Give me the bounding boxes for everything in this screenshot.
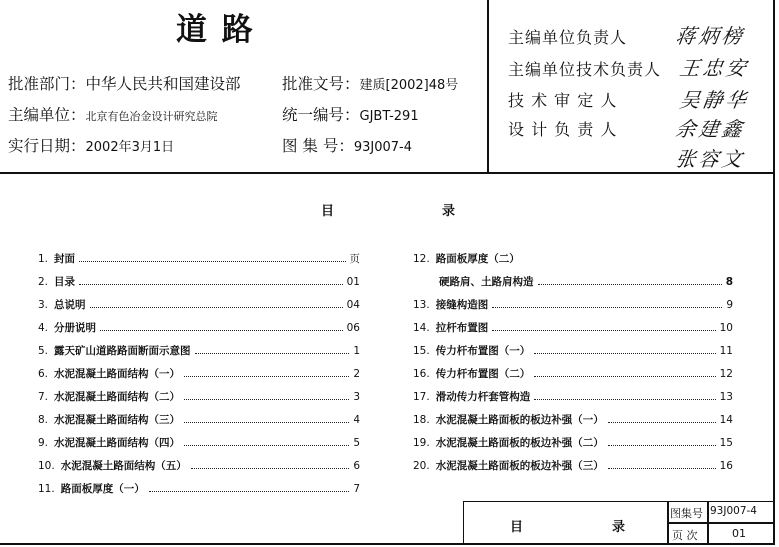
effective-date	[8, 134, 174, 156]
toc-item-label: 接缝构造图	[435, 299, 489, 311]
leader-dots	[184, 399, 349, 400]
toc-item[interactable]	[38, 274, 360, 289]
toc-item[interactable]	[38, 412, 360, 427]
toc-item-index: 7.	[38, 391, 49, 403]
toc-item-label: 滑动传力杆套管构造	[435, 391, 531, 403]
toc-item-label: 水泥混凝土路面板的板边补强（三）	[435, 460, 604, 472]
leader-dots	[184, 422, 349, 423]
approval-dept-value: 中华人民共和国建设部	[85, 75, 241, 93]
approval-dept-label: 批准部门：	[8, 75, 86, 93]
toc-item-index: 11.	[38, 483, 55, 495]
title-block-divider	[667, 522, 775, 524]
toc-heading-right: 录	[442, 204, 456, 219]
toc-item[interactable]	[38, 366, 360, 381]
toc-item-index: 4.	[38, 322, 49, 334]
toc-item-label: 路面板厚度（二）	[435, 253, 520, 265]
toc-item-label: 露天矿山道路路面断面示意图	[54, 345, 191, 357]
toc-item-label: 总说明	[54, 299, 86, 311]
leader-dots	[492, 307, 722, 308]
toc-item[interactable]	[38, 343, 360, 358]
toc-item-label: 水泥混凝土路面板的板边补强（一）	[435, 414, 604, 426]
toc-item[interactable]	[413, 251, 733, 266]
leader-dots	[534, 376, 715, 377]
leader-dots	[100, 330, 343, 331]
signature-4: 余建鑫	[674, 117, 747, 141]
toc-item-page: 06	[346, 322, 360, 334]
toc-item-page: 16	[719, 460, 733, 472]
toc-item-page: 04	[346, 299, 360, 311]
toc-item-index: 1.	[38, 253, 49, 265]
toc-item-label: 水泥混凝土路面结构（五）	[60, 460, 187, 472]
toc-item-index: 6.	[38, 368, 49, 380]
resp-role-4: 设 计 负 责 人	[508, 120, 618, 139]
signature-5: 张容文	[674, 147, 747, 171]
leader-dots	[608, 445, 716, 446]
title-block-atlas-value: 93J007-4	[710, 505, 757, 517]
toc-item-label: 分册说明	[54, 322, 97, 334]
header-divider-horizontal	[0, 172, 775, 174]
approval-doc	[282, 72, 458, 94]
leader-dots	[534, 353, 715, 354]
unified-no-label: 统一编号：	[282, 106, 360, 124]
toc-item[interactable]	[413, 435, 733, 450]
toc-item-page: 10	[719, 322, 733, 334]
document-title: 道 路	[176, 12, 255, 48]
toc-item-page: 7	[353, 483, 360, 495]
editor-unit-label: 主编单位：	[8, 106, 86, 124]
effective-date-label: 实行日期：	[8, 137, 86, 155]
atlas-no	[282, 134, 412, 156]
title-block-name-right: 录	[612, 520, 626, 535]
toc-item-page: 11	[719, 345, 733, 357]
title-block-page-value: 01	[732, 527, 746, 540]
toc-item-index: 12.	[413, 253, 430, 265]
toc-item-label: 传力杆布置图（二）	[435, 368, 531, 380]
toc-item-index: 3.	[38, 299, 49, 311]
leader-dots	[195, 353, 350, 354]
approval-doc-label: 批准文号：	[282, 75, 360, 93]
leader-dots	[184, 376, 349, 377]
toc-item-page: 15	[719, 437, 733, 449]
leader-dots	[534, 399, 715, 400]
approval-dept	[8, 72, 241, 94]
toc-item[interactable]	[38, 251, 360, 266]
toc-item-label: 水泥混凝土路面结构（一）	[54, 368, 181, 380]
toc-item-label: 硬路肩、土路肩构造	[439, 276, 534, 288]
toc-item-page: 2	[353, 368, 360, 380]
toc-item-index: 9.	[38, 437, 49, 449]
toc-item-label: 目录	[54, 276, 76, 288]
atlas-no-value: 93J007-4	[353, 140, 413, 155]
toc-item[interactable]	[38, 320, 360, 335]
leader-dots	[608, 468, 716, 469]
header-divider-vertical	[487, 0, 489, 173]
toc-subitem[interactable]	[439, 274, 733, 289]
signature-2: 王忠安	[678, 56, 751, 80]
toc-item-label: 路面板厚度（一）	[60, 483, 145, 495]
toc-item-page: 3	[353, 391, 360, 403]
title-block-page-label: 页 次	[672, 529, 698, 542]
toc-item-index: 10.	[38, 460, 55, 472]
unified-no	[282, 103, 419, 125]
toc-item-index: 14.	[413, 322, 430, 334]
toc-item-label: 水泥混凝土路面板的板边补强（二）	[435, 437, 604, 449]
toc-item-page: 9	[726, 299, 733, 311]
approval-doc-value: 建质[2002]48号	[359, 78, 459, 93]
toc-item[interactable]	[38, 297, 360, 312]
toc-item[interactable]	[413, 458, 733, 473]
toc-item-index: 8.	[38, 414, 49, 426]
toc-item[interactable]	[413, 389, 733, 404]
resp-role-2: 主编单位技术负责人	[508, 60, 662, 79]
toc-item-page: 6	[353, 460, 360, 472]
leader-dots	[538, 284, 722, 285]
leader-dots	[79, 261, 345, 262]
leader-dots	[149, 491, 350, 492]
toc-item-index: 17.	[413, 391, 430, 403]
editor-unit	[8, 103, 218, 125]
toc-item-label: 水泥混凝土路面结构（四）	[54, 437, 181, 449]
toc-item-index: 2.	[38, 276, 49, 288]
toc-item-page: 页	[349, 253, 360, 265]
toc-item[interactable]	[38, 389, 360, 404]
toc-item-index: 5.	[38, 345, 49, 357]
leader-dots	[90, 307, 343, 308]
resp-role-1: 主编单位负责人	[508, 28, 628, 47]
toc-item-page: 5	[353, 437, 360, 449]
toc-item-index: 19.	[413, 437, 430, 449]
toc-item-label: 传力杆布置图（一）	[435, 345, 531, 357]
toc-item[interactable]	[38, 458, 360, 473]
toc-item-label: 水泥混凝土路面结构（三）	[54, 414, 181, 426]
toc-item-index: 20.	[413, 460, 430, 472]
toc-item[interactable]	[413, 343, 733, 358]
editor-unit-value: 北京有色冶金设计研究总院	[85, 110, 218, 123]
leader-dots	[492, 330, 715, 331]
toc-item-label: 拉杆布置图	[435, 322, 489, 334]
toc-item-index: 18.	[413, 414, 430, 426]
toc-item[interactable]	[413, 366, 733, 381]
toc-item-page: 4	[353, 414, 360, 426]
toc-item[interactable]	[413, 297, 733, 312]
toc-item-page: 01	[346, 276, 360, 288]
toc-heading-left: 目	[321, 204, 335, 219]
toc-item-index: 13.	[413, 299, 430, 311]
resp-role-3: 技 术 审 定 人	[508, 91, 618, 110]
toc-item-page: 1	[353, 345, 360, 357]
toc-item[interactable]	[413, 320, 733, 335]
toc-item[interactable]	[38, 435, 360, 450]
unified-no-value: GJBT-291	[359, 109, 419, 124]
toc-item-page: 12	[719, 368, 733, 380]
toc-item-index: 16.	[413, 368, 430, 380]
signature-3: 吴静华	[678, 88, 751, 112]
leader-dots	[79, 284, 343, 285]
leader-dots	[184, 445, 349, 446]
leader-dots	[191, 468, 350, 469]
signature-1: 蒋炳榜	[674, 24, 747, 48]
atlas-no-label: 图 集 号：	[282, 137, 354, 155]
effective-date-value: 2002年3月1日	[85, 140, 175, 155]
toc-item[interactable]	[38, 481, 360, 496]
toc-item-page: 13	[719, 391, 733, 403]
toc-item-label: 水泥混凝土路面结构（二）	[54, 391, 181, 403]
toc-item-index: 15.	[413, 345, 430, 357]
toc-item[interactable]	[413, 412, 733, 427]
toc-item-page: 8	[725, 276, 733, 288]
toc-item-page: 14	[719, 414, 733, 426]
title-block-name-left: 目	[510, 520, 524, 535]
toc-item-label: 封面	[54, 253, 76, 265]
title-block-atlas-label: 图集号	[670, 507, 703, 520]
leader-dots	[608, 422, 716, 423]
